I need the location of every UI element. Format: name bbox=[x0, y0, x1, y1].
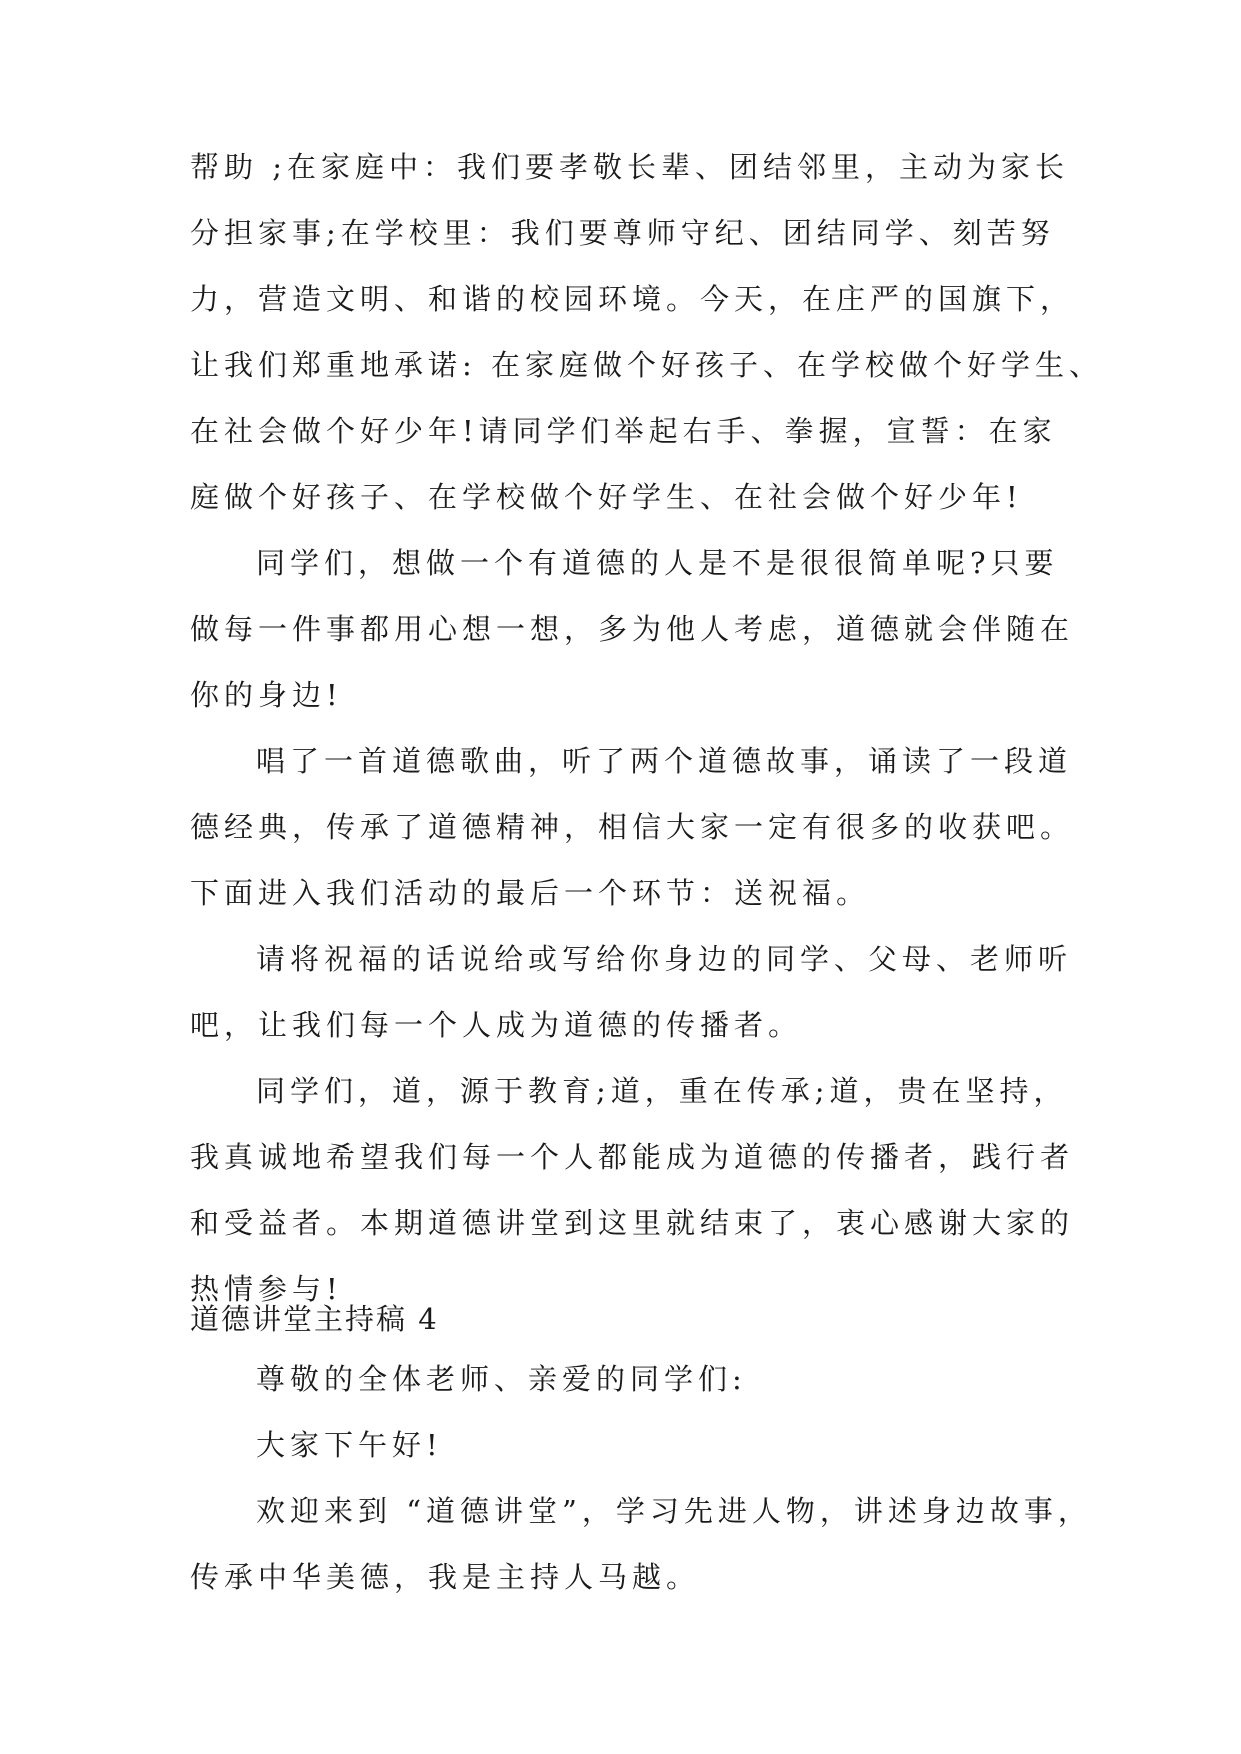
text-line: 力，营造文明、和谐的校园环境。今天，在庄严的国旗下， bbox=[190, 282, 1075, 316]
text-line: 帮助 ;在家庭中：我们要孝敬长辈、团结邻里，主动为家长 bbox=[190, 150, 1069, 184]
text-line: 热情参与! bbox=[190, 1272, 343, 1306]
section-heading: 道德讲堂主持稿 4 bbox=[190, 1302, 439, 1336]
text-line: 和受益者。本期道德讲堂到这里就结束了，衷心感谢大家的 bbox=[190, 1206, 1075, 1240]
text-line: 你的身边! bbox=[190, 678, 343, 712]
body-text-block-1 bbox=[190, 134, 1103, 1322]
paragraph-start-line: 同学们，想做一个有道德的人是不是很很简单呢?只要 bbox=[256, 546, 1059, 580]
paragraph-start-line: 大家下午好! bbox=[256, 1428, 443, 1462]
text-line: 在社会做个好少年!请同学们举起右手、拳握，宣誓：在家 bbox=[190, 414, 1057, 448]
paragraph-start-line: 欢迎来到 “道德讲堂”，学习先进人物，讲述身边故事， bbox=[256, 1494, 1092, 1528]
text-line: 德经典，传承了道德精神，相信大家一定有很多的收获吧。 bbox=[190, 810, 1075, 844]
text-line: 让我们郑重地承诺: 在家庭做个好孩子、在学校做个好学生、 bbox=[190, 348, 1103, 382]
paragraph-start-line: 唱了一首道德歌曲，听了两个道德故事，诵读了一段道 bbox=[256, 744, 1073, 778]
text-line: 庭做个好孩子、在学校做个好学生、在社会做个好少年! bbox=[190, 480, 1023, 514]
text-line: 分担家事;在学校里：我们要尊师守纪、团结同学、刻苦努 bbox=[190, 216, 1055, 250]
paragraph-start-line: 同学们，道，源于教育;道，重在传承;道，贵在坚持， bbox=[256, 1074, 1068, 1108]
text-line: 吧，让我们每一个人成为道德的传播者。 bbox=[190, 1008, 803, 1042]
text-line: 做每一件事都用心想一想，多为他人考虑，道德就会伴随在 bbox=[190, 612, 1075, 646]
text-line: 传承中华美德，我是主持人马越。 bbox=[190, 1560, 701, 1594]
text-line: 我真诚地希望我们每一个人都能成为道德的传播者，践行者 bbox=[190, 1140, 1075, 1174]
body-text-block-2 bbox=[190, 1346, 1092, 1610]
section-heading-block bbox=[190, 1286, 1070, 1352]
paragraph-start-line: 尊敬的全体老师、亲爱的同学们: bbox=[256, 1362, 747, 1396]
text-line: 下面进入我们活动的最后一个环节：送祝福。 bbox=[190, 876, 871, 910]
paragraph-start-line: 请将祝福的话说给或写给你身边的同学、父母、老师听 bbox=[256, 942, 1073, 976]
